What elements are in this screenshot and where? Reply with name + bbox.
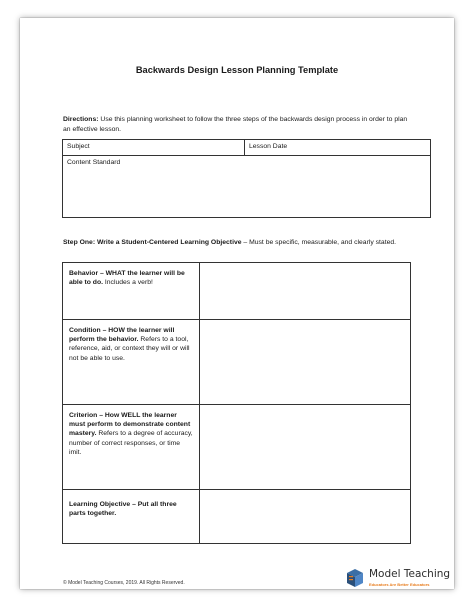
logo-name: Model Teaching (369, 568, 451, 580)
criterion-answer-cell[interactable] (200, 405, 410, 489)
directions-label: Directions: (63, 116, 99, 123)
objective-row-criterion (63, 405, 410, 490)
row-description: Refers to a degree of accuracy, number of correct responses, or time imit. (69, 430, 193, 456)
lesson-info-table (62, 139, 431, 218)
objective-row-condition (63, 320, 410, 405)
directions (63, 115, 413, 135)
row-description: Includes a verb! (104, 279, 153, 287)
step-one-text: – Must be specific, measurable, and clearly stated. (243, 239, 397, 246)
step-one-label: Step One: Write a Student-Centered Learning Objective (63, 239, 242, 246)
objective-row-learning-objective (63, 490, 410, 543)
objective-row-label (63, 405, 200, 489)
directions-text: Use this planning worksheet to follow the three steps of the backwards design process in order to plan an effective lesson. (63, 116, 408, 133)
book-stack-icon (345, 567, 365, 589)
condition-answer-cell[interactable] (200, 320, 410, 404)
worksheet-page (20, 18, 454, 589)
model-teaching-logo (345, 567, 455, 591)
logo-tagline: Educators Are Better Educators (369, 582, 430, 587)
row-title: Criterion – How WELL the learner must perform to demonstrate content mastery. (69, 412, 191, 438)
learning-objective-answer-cell[interactable] (200, 490, 410, 543)
lesson-date-cell[interactable]: Lesson Date (249, 143, 288, 150)
row-title: Condition – HOW the learner will perform the behavior. (69, 327, 175, 344)
row-title: Behavior – WHAT the learner will be able to do. (69, 270, 185, 287)
subject-cell[interactable]: Subject (63, 140, 245, 155)
copyright-footer: © Model Teaching Courses, 2019. All Rights Reserved. (63, 580, 185, 586)
objective-row-label (63, 263, 200, 319)
row-title: Learning Objective – Put all three parts together. (69, 501, 177, 518)
content-standard-cell[interactable]: Content Standard (67, 159, 121, 166)
behavior-answer-cell[interactable] (200, 263, 410, 319)
objective-row-label (63, 490, 200, 543)
page-title: Backwards Design Lesson Planning Template (135, 65, 339, 75)
row-description: Refers to a tool, reference, aid, or context they will or will not be able to use. (69, 336, 190, 362)
objective-row-behavior (63, 263, 410, 320)
objective-table (62, 262, 411, 544)
step-one-heading (63, 238, 425, 248)
objective-row-label (63, 320, 200, 404)
